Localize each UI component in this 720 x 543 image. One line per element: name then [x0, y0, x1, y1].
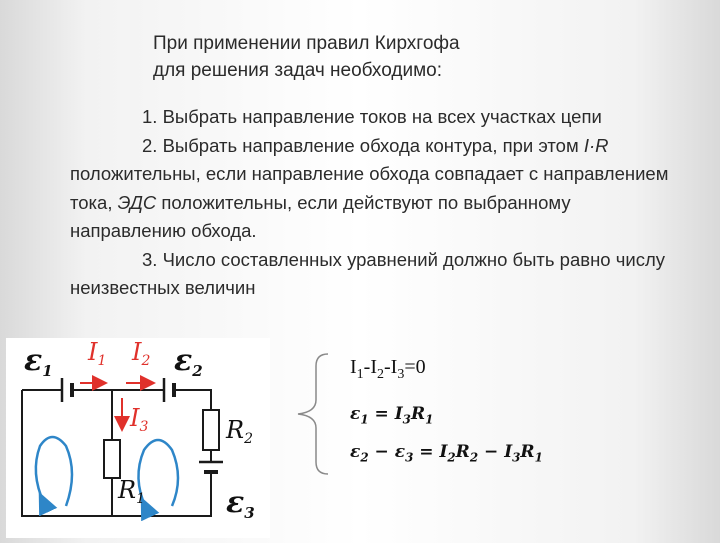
- battery-emf2-icon: [164, 378, 174, 402]
- battery-emf1-icon: [62, 378, 72, 402]
- curly-brace: [290, 350, 350, 480]
- resistor-r1-icon: [104, 440, 120, 478]
- heading-line-2: для решения задач необходимо:: [153, 60, 442, 81]
- circuit-diagram: [6, 338, 270, 538]
- equation-2: $\varepsilon_1 = I_3R_1$: [350, 404, 434, 427]
- top-wire-right: [174, 390, 211, 410]
- label-r1: $R_1$: [118, 476, 145, 507]
- label-i1: $I_1$: [88, 338, 107, 369]
- battery-emf3-icon: [199, 462, 223, 488]
- loop-left-arrow-icon: [36, 437, 72, 506]
- resistor-r2-icon: [203, 410, 219, 450]
- step-2-text-c: положительны, если действуют по выбранному направлению обхода.: [70, 191, 571, 241]
- step-2: [70, 132, 670, 246]
- label-r2: $R_2$: [226, 416, 253, 447]
- label-i3: $I_3$: [130, 404, 149, 435]
- step-2-ir: I·R: [583, 134, 609, 156]
- label-emf2: $\varepsilon_2$: [174, 343, 203, 380]
- step-2-text-a: 2. Выбрать направление обхода контура, при этом: [142, 134, 584, 156]
- heading-line-1: При применении правил Кирхгофа: [153, 33, 460, 54]
- equation-system: [290, 350, 710, 480]
- slide-heading: [153, 30, 673, 84]
- circuit-svg: [6, 338, 270, 538]
- label-i2: $I_2$: [132, 338, 151, 369]
- step-2-text-b: положительны, если направление обхода совпадает с направлением тока,: [70, 163, 669, 213]
- steps-list: [70, 103, 670, 303]
- label-emf1: $\varepsilon_1$: [24, 343, 53, 380]
- step-3: 3. Число составленных уравнений должно быть равно числу неизвестных величин: [70, 248, 666, 298]
- step-2-emf: ЭДС: [117, 191, 157, 213]
- step-1: 1. Выбрать направление токов на всех участках цепи: [142, 106, 602, 127]
- equation-1: $I_1-I_2-I_3=0$: [350, 356, 426, 382]
- label-emf3: $\varepsilon_3$: [226, 485, 255, 522]
- equation-3: $\varepsilon_2 - \varepsilon_3 = I_2R_2 - I_3R_1$: [350, 442, 543, 465]
